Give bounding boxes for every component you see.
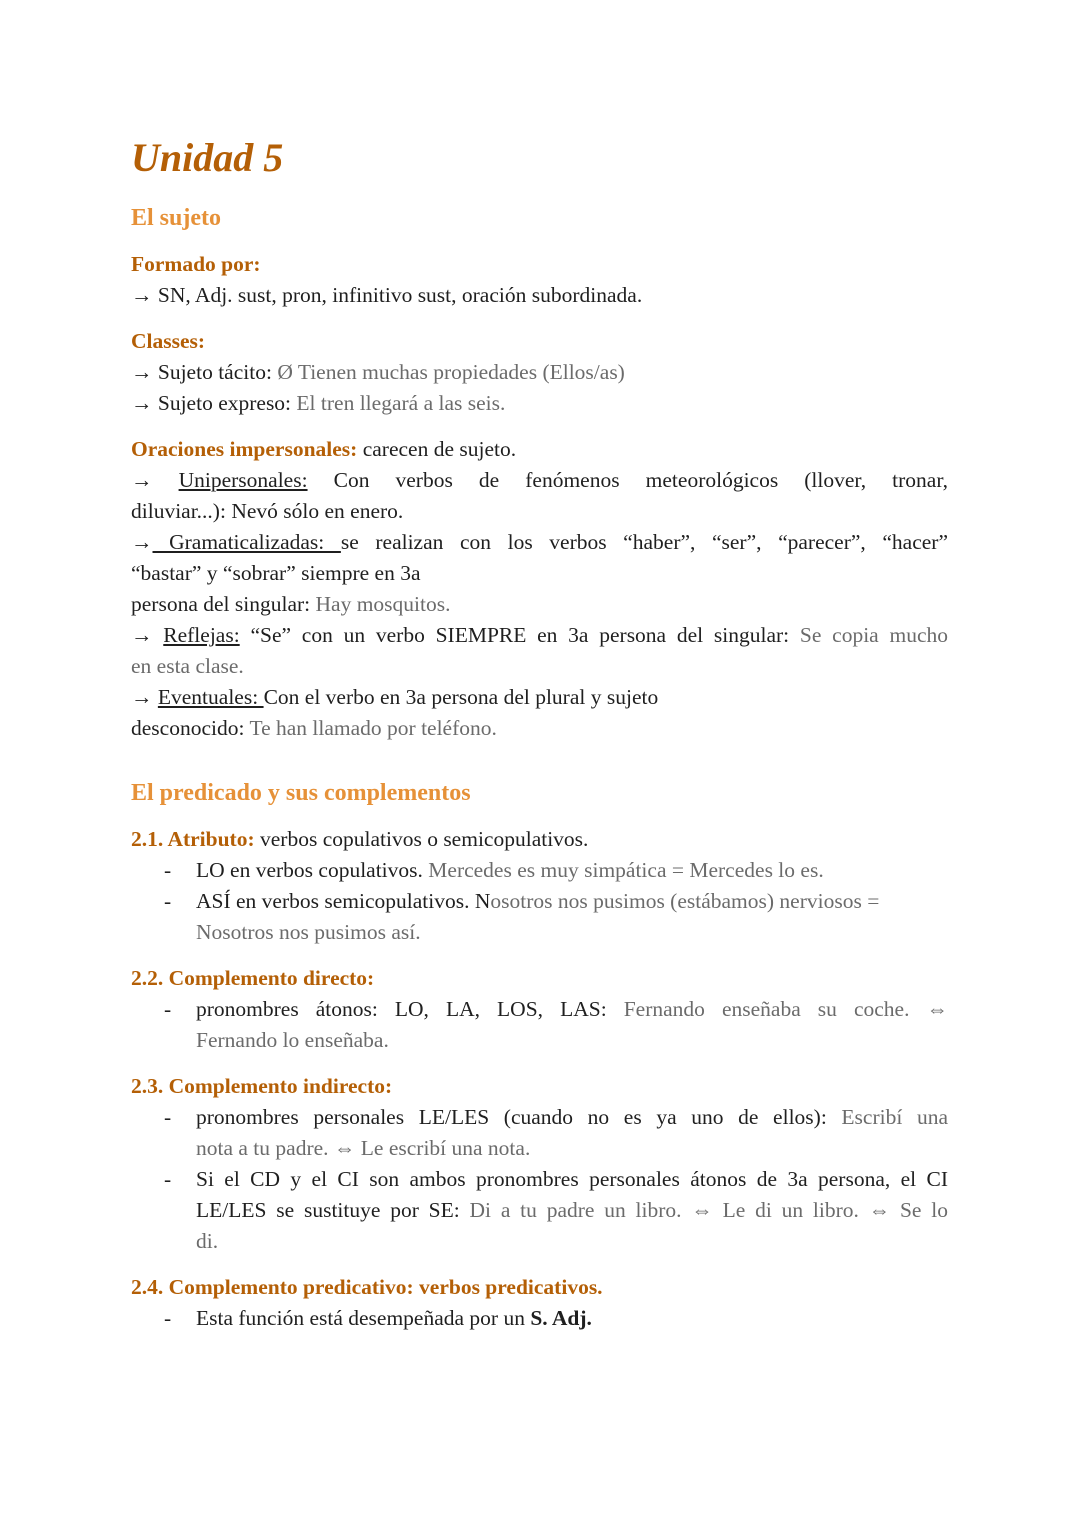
eventuales-text: Con el verbo en 3a persona del plural y sujeto (263, 685, 659, 709)
eventuales-line-2 (131, 713, 497, 744)
arrow: → (131, 530, 153, 554)
section-heading-predicado: El predicado y sus complementos (131, 780, 471, 806)
expreso-example: El tren llegará a las seis. (291, 391, 506, 415)
gramaticalizadas-label: Gramaticalizadas: (152, 530, 341, 554)
clases-label: Classes: (131, 329, 206, 353)
atributo-item-2 (196, 886, 948, 917)
eventuales-example: Te han llamado por teléfono. (249, 716, 497, 740)
gramaticalizadas-line-3 (131, 589, 450, 620)
clases-tacito (131, 357, 625, 388)
cd-item-1-example-2: Fernando lo enseñaba. (196, 1028, 389, 1052)
expreso-label: → Sujeto expreso: (131, 391, 292, 415)
cd-item-1-example: Fernando enseñaba su coche. ⇔ (623, 997, 948, 1021)
gramaticalizadas-line-2: “bastar” y “sobrar” siempre en 3a (131, 561, 421, 585)
unipersonales-label: Unipersonales: (178, 468, 308, 492)
atributo-item-2-text: ASÍ en verbos semicopulativos. N (196, 889, 491, 913)
ci-item-1-example: Escribí una (841, 1105, 948, 1129)
eventuales-text-2: desconocido: (131, 716, 250, 740)
eventuales-label: Eventuales: (157, 685, 264, 709)
cpred-item-1-text: Esta función está desempeñada por un (196, 1306, 531, 1330)
bullet-dash: - (164, 1306, 172, 1330)
ci-item-1 (196, 1102, 948, 1133)
ci-item-2: Si el CD y el CI son ambos pronombres personales átonos de 3a persona, el CI (196, 1167, 948, 1191)
arrow: → (131, 468, 179, 492)
arrow: → (131, 623, 164, 647)
atributo-text: verbos copulativos o semicopulativos. (254, 827, 589, 851)
atributo-label: 2.1. Atributo: (131, 827, 255, 851)
impersonales-text: carecen de sujeto. (357, 437, 517, 461)
reflejas-label: Reflejas: (163, 623, 240, 647)
ci-item-1-example-2: nota a tu padre. ⇔ Le escribí una nota. (196, 1136, 531, 1160)
unipersonales-text: Con verbos de fenómenos meteorológicos (llover, tronar, (307, 468, 949, 492)
ci-item-2-line-2 (196, 1195, 948, 1226)
bullet-dash: - (164, 858, 172, 882)
eventuales-line (131, 682, 658, 713)
gramaticalizadas-text-3: persona del singular: (131, 592, 316, 616)
bullet-dash: - (164, 997, 172, 1021)
bullet-dash: - (164, 1105, 172, 1129)
tacito-example: Ø Tienen muchas propiedades (Ellos/as) (271, 360, 625, 384)
reflejas-line (131, 620, 948, 651)
page-title: Unidad 5 (131, 135, 284, 180)
gramaticalizadas-example: Hay mosquitos. (315, 592, 451, 616)
ci-item-2-example: Di a tu padre un libro. ⇔ Le di un libro. ⇔ Se lo (469, 1198, 948, 1222)
ci-label: 2.3. Complemento indirecto: (131, 1074, 393, 1098)
cd-item-1-text: pronombres átonos: LO, LA, LOS, LAS: (196, 997, 624, 1021)
formado-label: Formado por: (131, 252, 261, 276)
cpred-item-1-bold: S. Adj. (530, 1306, 592, 1330)
gramaticalizadas-line (131, 527, 948, 558)
clases-expreso (131, 388, 505, 419)
unipersonales-line-2: diluviar...): Nevó sólo en enero. (131, 499, 404, 523)
arrow: → (131, 685, 158, 709)
impersonales-label: Oraciones impersonales: (131, 437, 358, 461)
cd-item-1 (196, 994, 948, 1025)
formado-text: → SN, Adj. sust, pron, infinitivo sust, oración subordinada. (131, 283, 643, 307)
bullet-dash: - (164, 1167, 172, 1191)
cd-label: 2.2. Complemento directo: (131, 966, 375, 990)
ci-item-1-text: pronombres personales LE/LES (cuando no es ya uno de ellos): (196, 1105, 842, 1129)
reflejas-example: Se copia mucho (799, 623, 949, 647)
atributo-line (131, 824, 588, 855)
ci-item-2-text: LE/LES se sustituye por SE: (196, 1198, 470, 1222)
atributo-item-1-example: Mercedes es muy simpática = Mercedes lo es. (428, 858, 824, 882)
reflejas-text: “Se” con un verbo SIEMPRE en 3a persona del singular: (239, 623, 800, 647)
unipersonales-line (131, 465, 948, 496)
bullet-dash: - (164, 889, 172, 913)
impersonales-intro (131, 434, 516, 465)
tacito-label: → Sujeto tácito: (131, 360, 272, 384)
atributo-item-1-text: LO en verbos copulativos. (196, 858, 429, 882)
cpred-label: 2.4. Complemento predicativo: verbos predicativos. (131, 1275, 603, 1299)
ci-item-2-example-2: di. (196, 1229, 219, 1253)
atributo-item-2-example-2: Nosotros nos pusimos así. (196, 920, 421, 944)
reflejas-example-2: en esta clase. (131, 654, 244, 678)
atributo-item-2-example: osotros nos pusimos (estábamos) nerviosos = (490, 889, 880, 913)
section-heading-sujeto: El sujeto (131, 205, 221, 231)
gramaticalizadas-text: se realizan con los verbos “haber”, “ser”, “parecer”, “hacer” (340, 530, 948, 554)
atributo-item-1 (196, 855, 948, 886)
cpred-item-1 (196, 1303, 948, 1334)
